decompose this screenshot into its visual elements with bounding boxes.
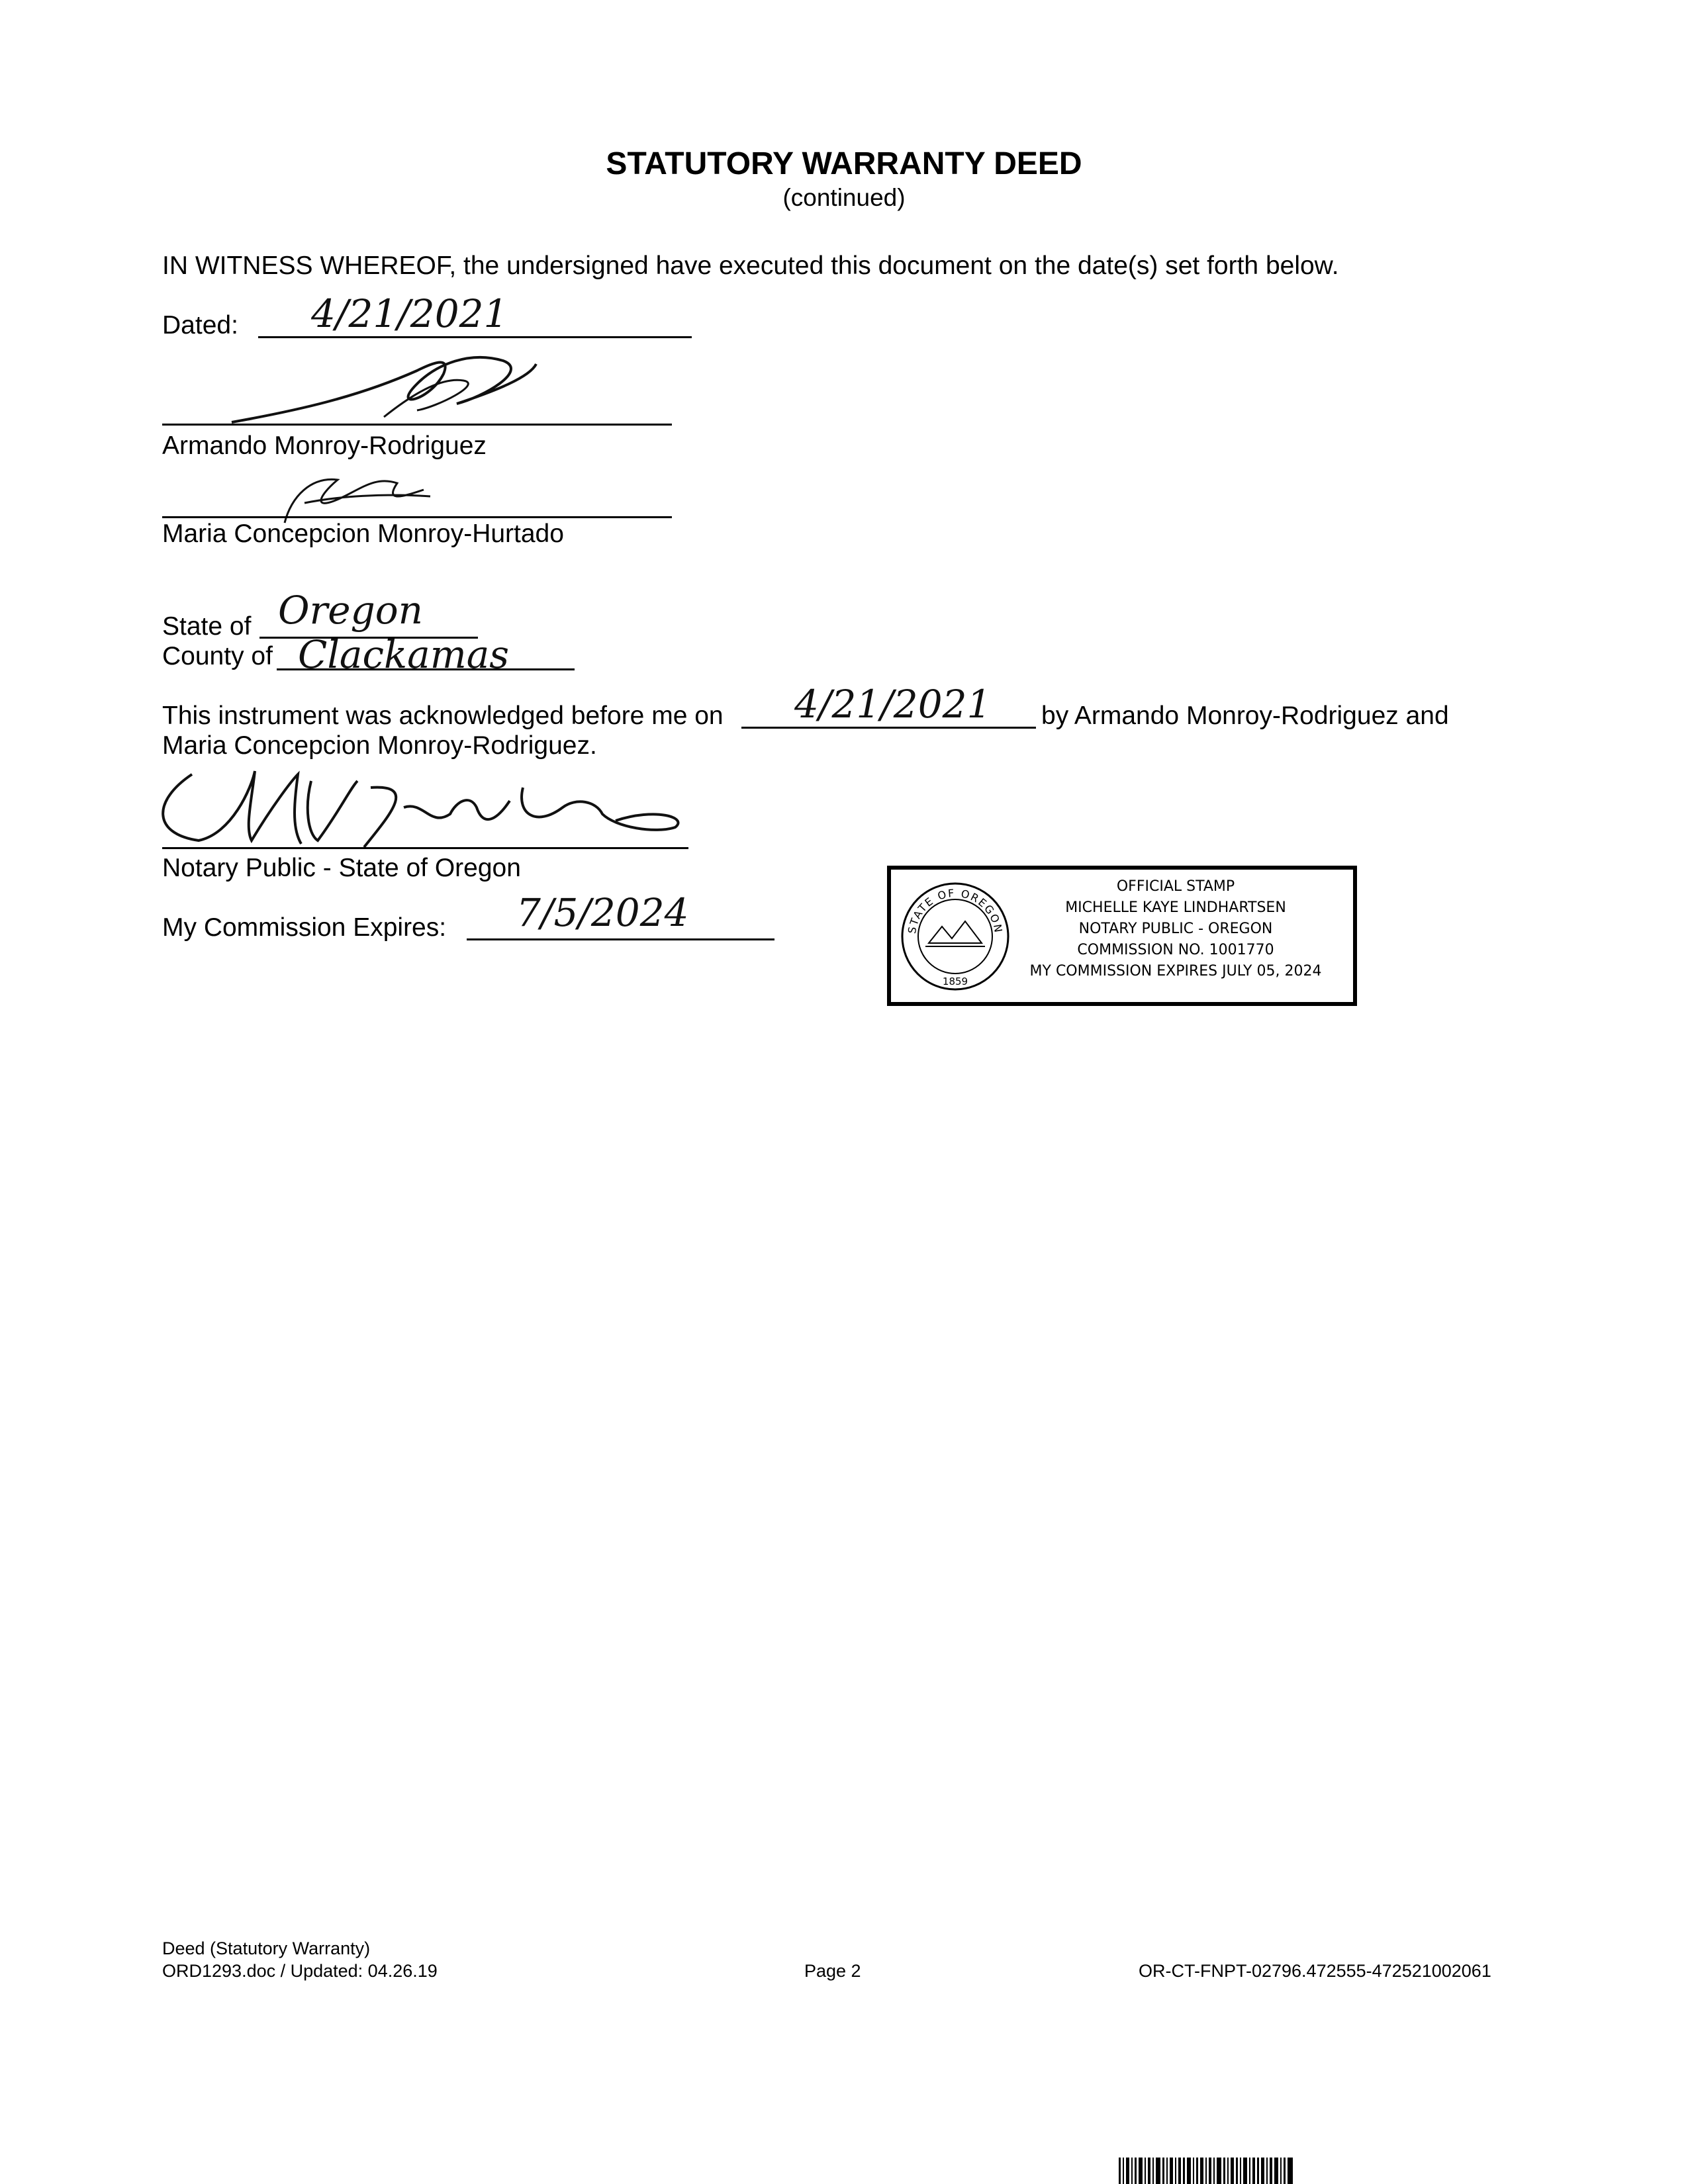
dated-label: Dated: xyxy=(162,311,238,340)
signer-name-1: Armando Monroy-Rodriguez xyxy=(162,432,487,460)
stamp-line-1: OFFICIAL STAMP xyxy=(1116,878,1235,895)
acknowledgment-line2: Maria Concepcion Monroy-Rodriguez. xyxy=(162,731,597,760)
stamp-line-3: NOTARY PUBLIC - OREGON xyxy=(1078,920,1273,937)
witness-clause: IN WITNESS WHEREOF, the undersigned have executed this document on the date(s) set forth below. xyxy=(162,251,1339,280)
commission-handwritten-date: 7/5/2024 xyxy=(516,890,689,935)
seal-text: STATE OF OREGON xyxy=(905,886,1006,935)
county-label: County of xyxy=(162,642,273,670)
commission-line xyxy=(467,938,774,940)
commission-label: My Commission Expires: xyxy=(162,913,447,942)
svg-text:STATE OF OREGON xyxy=(906,887,1005,934)
seal-year: 1859 xyxy=(942,976,968,987)
notary-title: Notary Public - State of Oregon xyxy=(162,854,521,882)
signer-name-2: Maria Concepcion Monroy-Hurtado xyxy=(162,520,564,548)
signature-line-1 xyxy=(162,424,672,426)
acknowledgment-prefix: This instrument was acknowledged before me on xyxy=(162,702,724,730)
notary-signature-line xyxy=(162,847,688,849)
footer-form-code: ORD1293.doc / Updated: 04.26.19 xyxy=(162,1961,438,1981)
stamp-line-4: COMMISSION NO. 1001770 xyxy=(1077,941,1274,958)
document-subtitle: (continued) xyxy=(782,184,906,211)
scan-barcode xyxy=(1119,2158,1297,2184)
footer-page-number: Page 2 xyxy=(804,1961,861,1981)
footer-reference: OR-CT-FNPT-02796.472555-472521002061 xyxy=(1139,1961,1491,1981)
acknowledgment-handwritten-date: 4/21/2021 xyxy=(794,682,992,727)
dated-handwritten-value: 4/21/2021 xyxy=(311,291,508,336)
stamp-line-2: MICHELLE KAYE LINDHARTSEN xyxy=(1065,899,1286,916)
signature-armando xyxy=(218,344,549,430)
county-handwritten-value: Clackamas xyxy=(298,632,510,677)
footer-form-name: Deed (Statutory Warranty) xyxy=(162,1938,371,1958)
signature-line-2 xyxy=(162,516,672,518)
oregon-seal-icon xyxy=(899,880,1011,993)
signature-maria xyxy=(265,457,450,529)
acknowledgment-date-line xyxy=(741,727,1036,729)
stamp-line-5: MY COMMISSION EXPIRES JULY 05, 2024 xyxy=(1029,962,1322,979)
state-label: State of xyxy=(162,612,252,641)
acknowledgment-suffix: by Armando Monroy-Rodriguez and xyxy=(1041,702,1449,730)
state-handwritten-value: Oregon xyxy=(278,588,424,633)
document-title: STATUTORY WARRANTY DEED xyxy=(606,146,1082,181)
dated-line xyxy=(258,336,692,338)
official-stamp xyxy=(887,866,1357,1006)
notary-signature xyxy=(139,761,695,854)
